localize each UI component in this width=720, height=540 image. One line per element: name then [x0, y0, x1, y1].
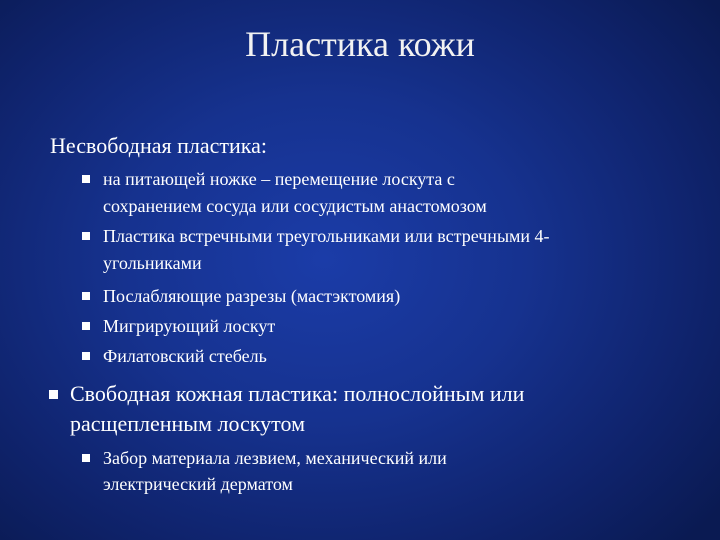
- square-bullet-icon: [82, 322, 90, 330]
- square-bullet-icon: [82, 454, 90, 462]
- list-item-text: Забор материала лезвием, механический или: [103, 448, 447, 468]
- square-bullet-icon: [82, 352, 90, 360]
- square-bullet-icon: [82, 232, 90, 240]
- list-item-text: Пластика встречными треугольниками или встречными 4-: [103, 226, 550, 246]
- list-item-text: сохранением сосуда или сосудистым анастомозом: [103, 196, 487, 216]
- free-heading-line: Свободная кожная пластика: полнослойным или: [70, 381, 525, 406]
- square-bullet-icon: [49, 390, 58, 399]
- list-item-text: электрический дерматом: [103, 474, 293, 494]
- square-bullet-icon: [82, 292, 90, 300]
- list-item-text: угольниками: [103, 253, 202, 273]
- list-item-text: на питающей ножке – перемещение лоскута с: [103, 169, 455, 189]
- square-bullet-icon: [82, 175, 90, 183]
- list-item-text: Мигрирующий лоскут: [103, 316, 276, 336]
- list-item-text: Филатовский стебель: [103, 346, 267, 366]
- free-heading-line: расщепленным лоскутом: [70, 411, 305, 436]
- slide-title: Пластика кожи: [245, 24, 475, 64]
- list-item-text: Послабляющие разрезы (мастэктомия): [103, 286, 401, 306]
- nonfree-heading: Несвободная пластика:: [50, 133, 268, 158]
